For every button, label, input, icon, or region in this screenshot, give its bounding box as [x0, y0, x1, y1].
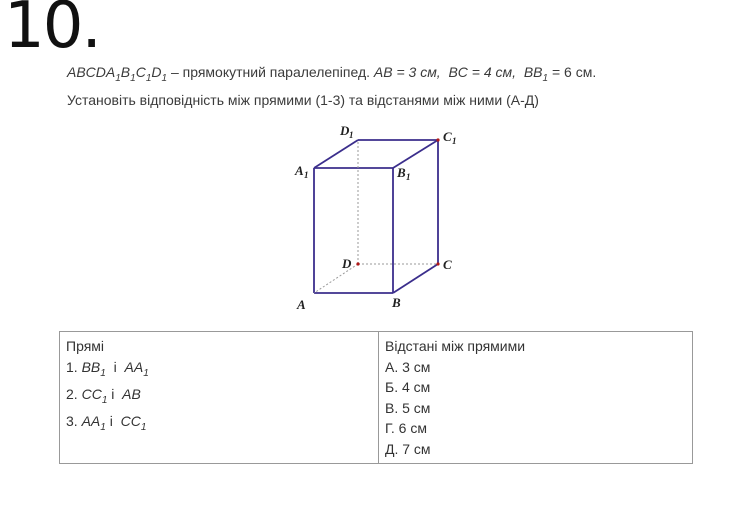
lines-column [60, 332, 379, 464]
vertex-label-d1 [339, 123, 354, 140]
lines-header: Прямі [66, 338, 105, 354]
bc-length: BC = 4 см, [448, 64, 517, 80]
edge-d-a [314, 264, 358, 293]
svg-text:1: 1 [452, 136, 457, 146]
distances-column [379, 332, 693, 464]
distance-option-v: В. 5 см [385, 399, 431, 416]
prism-name: $ABCDA_1B_1C_1D_1$ [67, 64, 168, 84]
distances-header: Відстані між прямими [385, 338, 526, 354]
vertex-label-b: B [392, 295, 401, 310]
instruction: Установіть відповідність між прямими (1-3) та відстанями між ними (А-Д) [67, 92, 539, 108]
edge-d1-a1 [314, 140, 358, 168]
edge-b-c [393, 264, 438, 293]
distance-option-g: Г. 6 см [385, 420, 427, 436]
ab-length: AB = 3 см, [373, 64, 441, 80]
matching-table [59, 331, 693, 464]
vertex-label-a: A [297, 297, 306, 312]
bb1-name: $BB_1$ [523, 64, 549, 84]
vertex-label-c: C [443, 257, 452, 272]
vertex-label-c1 [443, 129, 457, 146]
vertex-label-a1 [294, 163, 309, 180]
svg-text:B: B [397, 165, 406, 180]
svg-text:A: A [295, 163, 304, 178]
distance-option-a: А. 3 см [385, 358, 431, 375]
vertex-label-b1 [396, 165, 411, 182]
line-item-3: 3. $AA_1$ і $CC_1$ [66, 413, 147, 433]
problem-number: 10. [4, 0, 100, 63]
vertex-label-d: D [342, 256, 352, 271]
line-item-2: 2. $CC_1$ і AB [66, 385, 141, 406]
bb1-value: = 6 см. [548, 64, 597, 80]
statement-description: – прямокутний паралелепіпед. [167, 64, 374, 80]
vertex-dot-c1 [436, 138, 439, 141]
svg-text:1: 1 [406, 172, 411, 182]
vertex-dot-d [356, 262, 359, 265]
svg-text:D: D [340, 123, 350, 138]
edge-b1-c1 [393, 140, 438, 168]
line-item-1: 1. $BB_1$ і $AA_1$ [66, 358, 149, 379]
svg-text:C: C [443, 129, 452, 144]
distance-option-b: Б. 4 см [385, 379, 431, 395]
distance-option-d: Д. 7 см [385, 440, 431, 457]
vertex-dot-c [436, 262, 439, 265]
svg-text:1: 1 [304, 170, 309, 180]
svg-text:1: 1 [349, 130, 354, 140]
